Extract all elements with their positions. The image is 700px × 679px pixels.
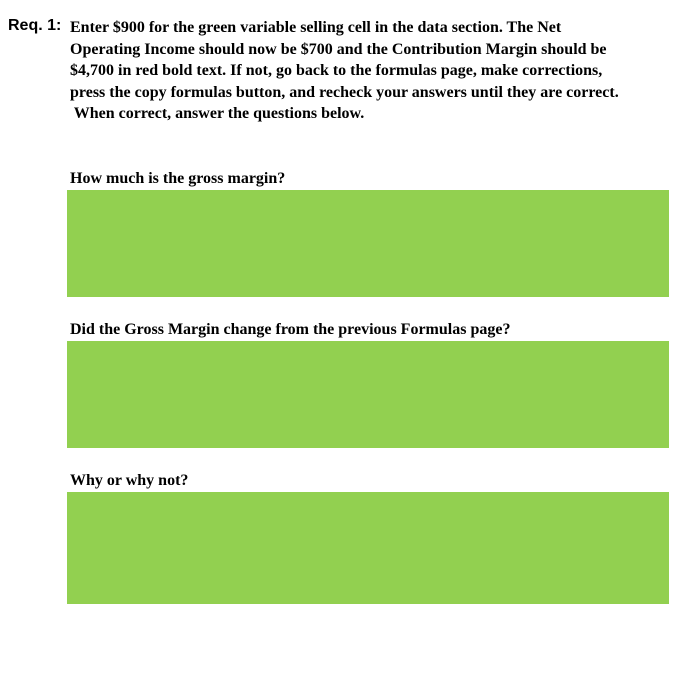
answer-box-why[interactable]	[67, 492, 669, 604]
answer-box-gross-margin-change[interactable]	[67, 341, 669, 448]
requirement-label: Req. 1:	[8, 17, 62, 34]
question-gross-margin: How much is the gross margin?	[70, 170, 286, 187]
question-why: Why or why not?	[70, 472, 189, 489]
instruction-line: $4,700 in red bold text. If not, go back to the formulas page, make corrections,	[70, 62, 603, 79]
question-gross-margin-change: Did the Gross Margin change from the previous Formulas page?	[70, 321, 511, 338]
requirement-instructions	[70, 17, 680, 125]
instruction-line: press the copy formulas button, and recheck your answers until they are correct.	[70, 83, 619, 101]
answer-box-gross-margin[interactable]	[67, 190, 669, 297]
instruction-line: When correct, answer the questions below.	[70, 105, 365, 122]
instruction-line: Enter $900 for the green variable selling cell in the data section. The Net	[70, 19, 562, 36]
instruction-line: Operating Income should now be $700 and the Contribution Margin should be	[70, 40, 607, 58]
